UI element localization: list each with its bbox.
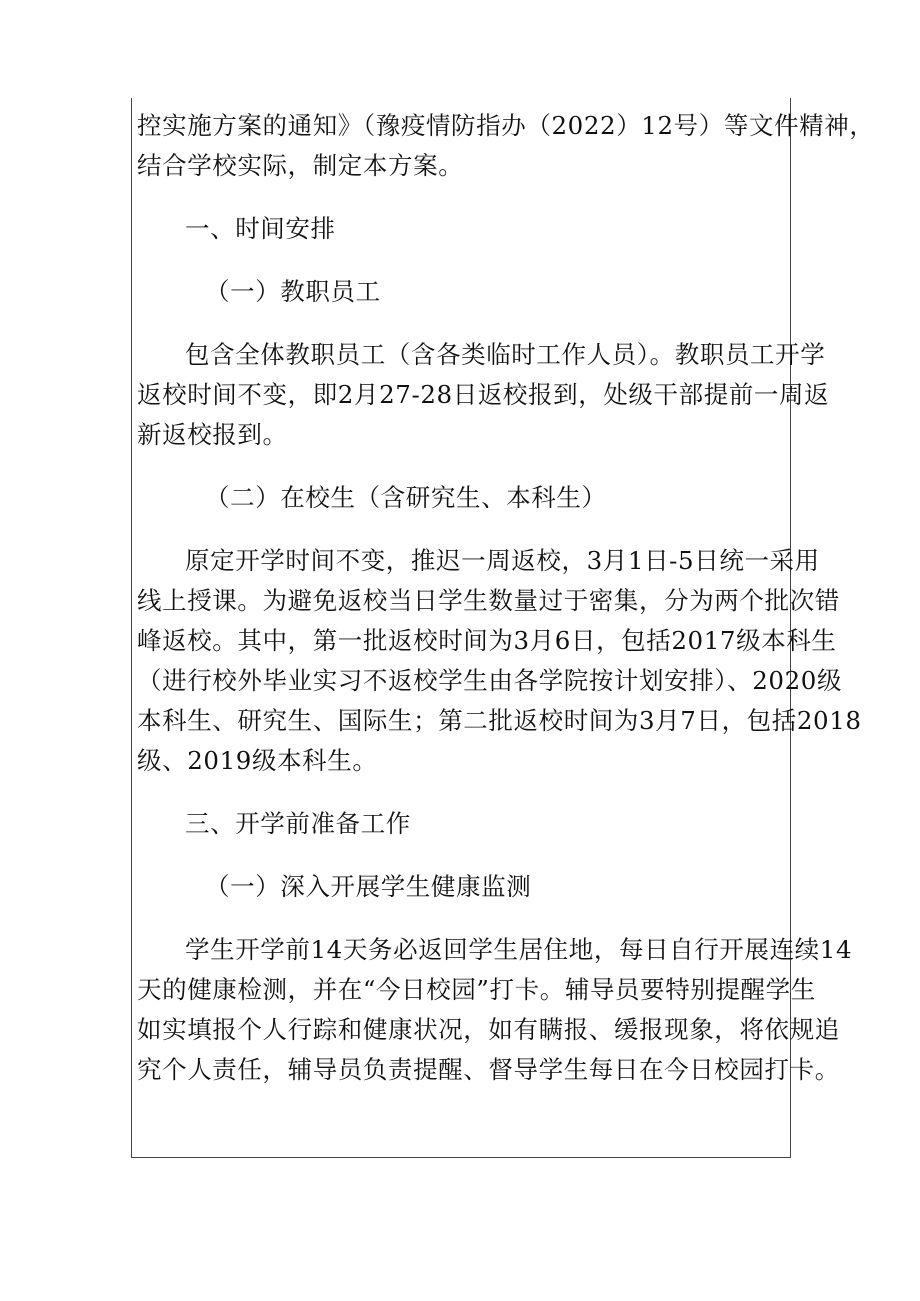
text-line: 学生开学前14天务必返回学生居住地，每日自行开展连续14 <box>185 935 853 964</box>
text-line: 线上授课。为避免返校当日学生数量过于密集，分为两个批次错 <box>137 586 840 615</box>
text-line: 天的健康检测，并在“今日校园”打卡。辅导员要特别提醒学生 <box>137 975 816 1004</box>
paragraph-intro-continuation <box>137 106 875 186</box>
text-line: 如实填报个人行踪和健康状况，如有瞒报、缓报现象，将依规追 <box>137 1015 840 1044</box>
text-line: 控实施方案的通知》（豫疫情防指办（2022）12号）等文件精神， <box>137 111 875 140</box>
text-line: 三、开学前准备工作 <box>185 809 411 838</box>
paragraph-health-body <box>137 930 853 1090</box>
paragraph-heading-preparation <box>137 804 789 844</box>
text-line: 新返校报到。 <box>137 420 288 449</box>
paragraph-gap <box>137 312 789 335</box>
text-line: 一、时间安排 <box>185 214 336 243</box>
paragraph-students-body <box>137 541 862 781</box>
text-line: （一）深入开展学生健康监测 <box>205 872 532 901</box>
paragraph-subheading-health-monitoring <box>137 867 789 907</box>
text-line: 结合学校实际，制定本方案。 <box>137 151 464 180</box>
text-line: 包含全体教职员工（含各类临时工作人员）。教职员工开学 <box>185 340 826 369</box>
text-line: 峰返校。其中，第一批返校时间为3月6日，包括2017级本科生 <box>137 626 837 655</box>
document-body <box>137 106 875 1090</box>
paragraph-subheading-staff <box>137 272 789 312</box>
text-line: 原定开学时间不变，推迟一周返校，3月1日-5日统一采用 <box>185 546 820 575</box>
paragraph-gap <box>137 455 789 478</box>
text-line: 究个人责任，辅导员负责提醒、督导学生每日在今日校园打卡。 <box>137 1055 840 1084</box>
text-line: （一）教职员工 <box>205 277 381 306</box>
paragraph-gap <box>137 518 789 541</box>
text-line: 级、2019级本科生。 <box>137 746 378 775</box>
paragraph-gap <box>137 844 789 867</box>
paragraph-heading-time-arrangement <box>137 209 789 249</box>
text-line: 返校时间不变，即2月27-28日返校报到，处级干部提前一周返 <box>137 380 830 409</box>
text-line: （二）在校生（含研究生、本科生） <box>205 483 607 512</box>
paragraph-staff-body <box>137 335 830 455</box>
paragraph-gap <box>137 186 789 209</box>
text-line: 本科生、研究生、国际生；第二批返校时间为3月7日，包括2018 <box>137 706 862 735</box>
paragraph-subheading-students <box>137 478 789 518</box>
text-line: （进行校外毕业实习不返校学生由各学院按计划安排）、2020级 <box>137 666 843 695</box>
paragraph-gap <box>137 249 789 272</box>
paragraph-gap <box>137 781 789 804</box>
paragraph-gap <box>137 907 789 930</box>
